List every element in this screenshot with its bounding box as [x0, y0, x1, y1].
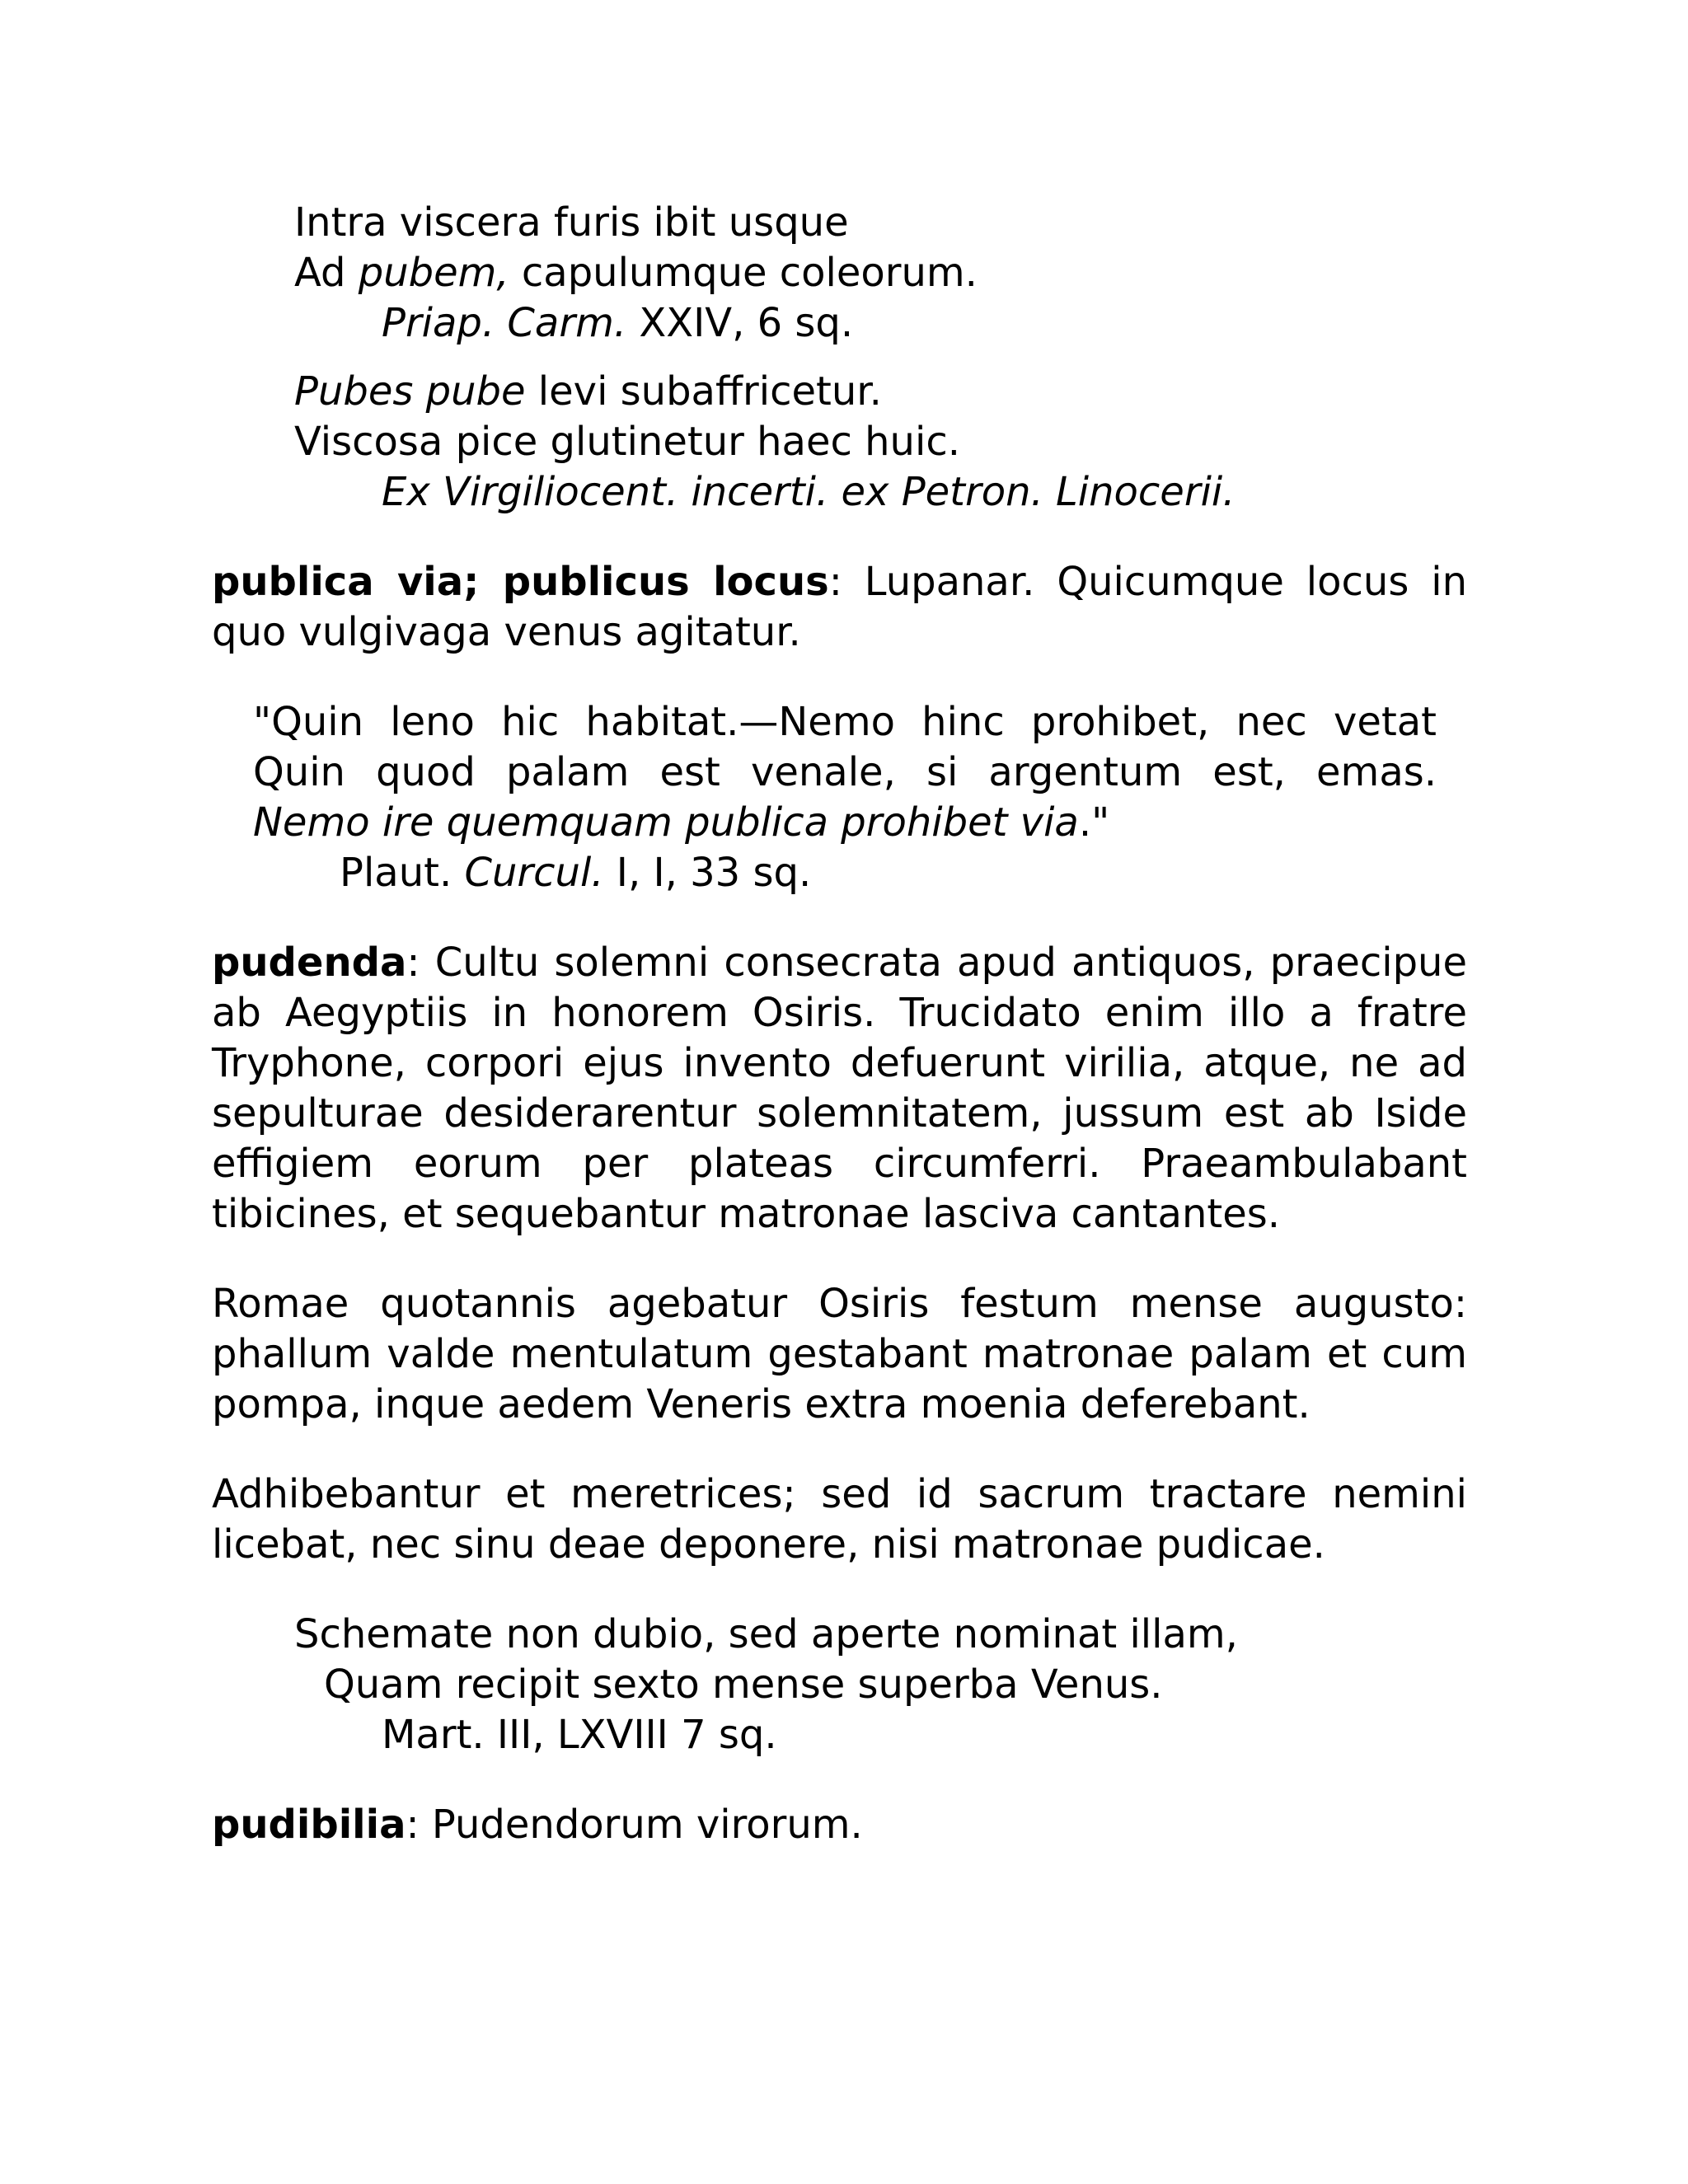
verse-line [294, 1610, 1467, 1660]
verse-source [294, 298, 1467, 349]
document-page [212, 198, 1467, 1850]
verse-text: Quin quod palam est venale, si argentum est, emas. [253, 749, 1437, 795]
source-reference: I, I, 33 sq. [603, 850, 812, 896]
entry-colon: : [828, 559, 842, 605]
verse-text: Quam recipit sexto mense superba Venus. [324, 1661, 1163, 1708]
dictionary-entry-publica-via [212, 557, 1467, 658]
source-title: Priap. Carm. [382, 300, 627, 346]
entry-definition: Lupanar. Quicumque locus in quo vulgivaga venus agitatur. [212, 559, 1468, 655]
verse-text: levi subaffricetur. [525, 368, 882, 415]
verse-text: Schemate non dubio, sed aperte nominat illam, [294, 1611, 1238, 1657]
verse-quote-priapea [294, 198, 1467, 349]
verse-italic-text: pubem, [358, 250, 509, 296]
verse-quote-martial [294, 1610, 1467, 1760]
paragraph-meretrices: Adhibebantur et meretrices; sed id sacrum tractare nemini licebat, nec sinu deae deponere, nisi matronae pudicae. [212, 1471, 1467, 1568]
verse-line [294, 1660, 1467, 1710]
entry-colon: : [406, 940, 420, 986]
verse-line [294, 367, 1467, 417]
paragraph-osiris-festival: Romae quotannis agebatur Osiris festum mense augusto: phallum valde mentulatum gestabant matronae palam et cum pompa, inque aedem Veneris extra moenia deferebant. [212, 1281, 1467, 1427]
entry-term: publica via; publicus locus [212, 559, 829, 605]
verse-text: Intra viscera furis ibit usque [294, 199, 849, 246]
verse-italic-text: Pubes pube [294, 368, 526, 415]
verse-italic-text: Nemo ire quemquam publica prohibet via [253, 799, 1079, 846]
verse-line [253, 798, 1437, 848]
verse-quote-virgiliocent [294, 367, 1467, 518]
source-reference: XXIV, 6 sq. [626, 300, 854, 346]
verse-text: Ad [294, 250, 359, 296]
entry-term: pudenda [212, 940, 407, 986]
dictionary-entry-pudenda [212, 938, 1467, 1240]
verse-text: ." [1078, 799, 1110, 846]
verse-line [294, 417, 1467, 467]
verse-line [253, 697, 1437, 748]
source-title: Ex Virgiliocent. incerti. ex Petron. Linocerii. [382, 469, 1236, 515]
verse-text: "Quin leno hic habitat.—Nemo hinc prohibet, nec vetat [253, 699, 1437, 745]
entry-definition: Pudendorum virorum. [419, 1802, 863, 1848]
source-title: Curcul. [464, 850, 604, 896]
verse-text: capulumque coleorum. [509, 250, 978, 296]
verse-source [253, 848, 1437, 898]
entry-definition: Cultu solemni consecrata apud antiquos, praecipue ab Aegyptiis in honorem Osiris. Trucidato enim illo a fratre Tryphone, corpori ejus invento defuerunt virilia, atque, ne ad sepulturae desiderarentur solemnitatem, jussum est ab Iside effigiem eorum per plateas circumferri. Praeambulabant tibicines, et sequebantur matronae lasciva cantantes. [212, 940, 1467, 1237]
verse-line [294, 198, 1467, 248]
verse-line [253, 748, 1437, 798]
source-author: Plaut. [340, 850, 465, 896]
source-reference: Mart. III, LXVIII 7 sq. [382, 1712, 777, 1758]
entry-colon: : [406, 1802, 420, 1848]
dictionary-entry-pudibilia [212, 1800, 1467, 1850]
verse-text: Viscosa pice glutinetur haec huic. [294, 419, 960, 465]
verse-quote-plautus [253, 697, 1437, 898]
verse-source [294, 1710, 1467, 1760]
verse-line [294, 248, 1467, 298]
verse-source [294, 467, 1467, 518]
entry-term: pudibilia [212, 1802, 406, 1848]
